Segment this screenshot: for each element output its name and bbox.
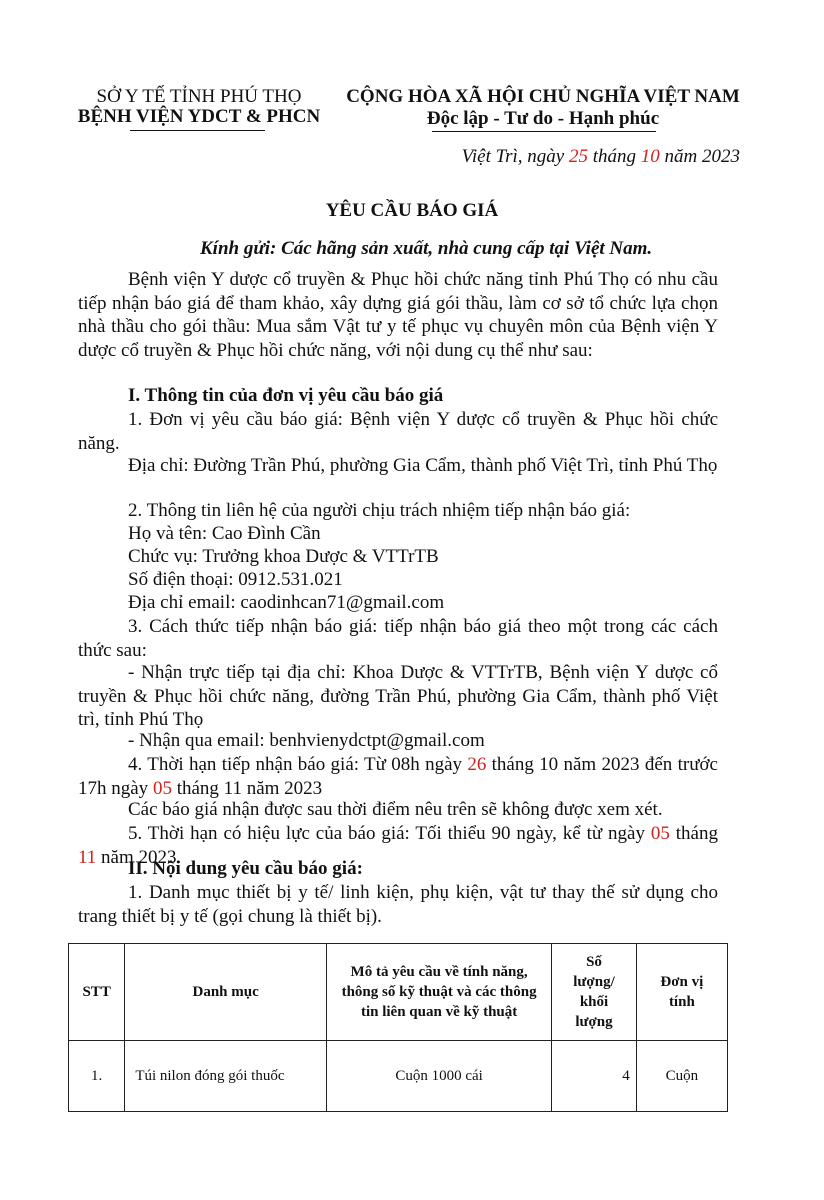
- col-header-stt: STT: [69, 944, 125, 1041]
- recipient-line: Kính gửi: Các hãng sản xuất, nhà cung cấp tại Việt Nam.: [200, 238, 653, 259]
- date-year: 2023: [702, 146, 740, 167]
- col-header-unit: Đơn vị tính: [636, 944, 727, 1041]
- contact-name: Họ và tên: Cao Đình Cần: [128, 523, 321, 544]
- section-2-item-1: 1. Danh mục thiết bị y tế/ linh kiện, phụ kiện, vật tư thay thế sử dụng cho trang thiết bị y tế (gọi chung là thiết bị).: [78, 882, 718, 927]
- item-4-text-a: 4. Thời hạn tiếp nhận báo giá: Từ 08h ngày: [128, 754, 468, 775]
- col-header-spec: Mô tả yêu cầu về tính năng, thông số kỹ thuật và các thông tin liên quan về kỹ thuật: [326, 944, 551, 1041]
- late-note: Các báo giá nhận được sau thời điểm nêu trên sẽ không được xem xét.: [128, 799, 663, 820]
- cell-name: Túi nilon đóng gói thuốc: [125, 1041, 327, 1112]
- nation-line-1: CỘNG HÒA XÃ HỘI CHỦ NGHĨA VIỆT NAM: [346, 86, 740, 107]
- date-day: 25: [568, 146, 588, 167]
- contact-phone: Số điện thoại: 0912.531.021: [128, 569, 343, 590]
- section-1-item-4: [78, 753, 718, 800]
- date-year-label: năm: [659, 146, 702, 167]
- item-5-month: 11: [78, 846, 97, 868]
- table-row: [69, 1041, 728, 1112]
- section-1-item-1: 1. Đơn vị yêu cầu báo giá: Bệnh viện Y dược cổ truyền & Phục hồi chức năng.: [78, 409, 718, 454]
- receive-method-1: - Nhận trực tiếp tại địa chỉ: Khoa Dược & VTTrTB, Bệnh viện Y dược cổ truyền & Phục hồi chức năng, đường Trần Phú, phường Gia Cẩm, thành phố Việt trì, tỉnh Phú Thọ: [78, 662, 718, 730]
- issuer-line-2: BỆNH VIỆN YDCT & PHCN: [77, 106, 321, 127]
- section-1-heading: I. Thông tin của đơn vị yêu cầu báo giá: [128, 385, 444, 406]
- col-header-qty: Số lượng/ khối lượng: [552, 944, 636, 1041]
- address-line: Địa chỉ: Đường Trần Phú, phường Gia Cẩm, thành phố Việt Trì, tỉnh Phú Thọ: [128, 455, 718, 476]
- section-2-heading: II. Nội dung yêu cầu báo giá:: [128, 858, 363, 879]
- issuer-underline: [130, 130, 265, 131]
- intro-paragraph: Bệnh viện Y dược cổ truyền & Phục hồi chức năng tỉnh Phú Thọ có nhu cầu tiếp nhận báo giá để tham khảo, xây dựng giá gói thầu, làm cơ sở tổ chức lựa chọn nhà thầu cho gói thầu: Mua sắm Vật tư y tế phục vụ chuyên môn của Bệnh viện Y dược cổ truyền & Phục hồi chức năng, với nội dung cụ thể như sau:: [78, 269, 718, 361]
- receive-method-2: - Nhận qua email: benhvienydctpt@gmail.com: [128, 730, 485, 751]
- item-5-text-a: 5. Thời hạn có hiệu lực của báo giá: Tối thiểu 90 ngày, kể từ ngày: [128, 823, 651, 844]
- section-1-item-2: 2. Thông tin liên hệ của người chịu trách nhiệm tiếp nhận báo giá:: [128, 500, 631, 521]
- page-title: YÊU CẦU BÁO GIÁ: [325, 200, 499, 221]
- item-5-day: 05: [650, 823, 670, 844]
- date-prefix: Việt Trì, ngày: [461, 146, 569, 167]
- equipment-table: [68, 943, 728, 1112]
- item-4-text-e: tháng 11 năm 2023: [171, 777, 323, 799]
- item-4-start-day: 26: [467, 754, 487, 775]
- cell-unit: Cuộn: [636, 1041, 727, 1112]
- section-1-item-3: 3. Cách thức tiếp nhận báo giá: tiếp nhận báo giá theo một trong các cách thức sau:: [78, 616, 718, 661]
- date-month: 10: [640, 146, 660, 167]
- nation-motto: Độc lập - Tư do - Hạnh phúc: [426, 108, 660, 129]
- item-5-text-e: năm 2023.: [96, 846, 182, 868]
- motto-underline: [432, 131, 656, 132]
- table-header-row: [69, 944, 728, 1041]
- cell-spec: Cuộn 1000 cái: [326, 1041, 551, 1112]
- col-header-name: Danh mục: [125, 944, 327, 1041]
- issuer-line-1: SỞ Y TẾ TỈNH PHÚ THỌ: [96, 86, 302, 107]
- cell-qty: 4: [552, 1041, 636, 1112]
- item-5-text-c: tháng: [669, 823, 718, 844]
- contact-position: Chức vụ: Trưởng khoa Dược & VTTrTB: [128, 546, 439, 567]
- cell-stt: 1.: [69, 1041, 125, 1112]
- item-4-text-c: tháng 10 năm 2023 đến trước 17h ngày: [78, 754, 718, 799]
- date-month-label: tháng: [587, 146, 641, 167]
- item-4-end-day: 05: [152, 777, 172, 799]
- document-date: [462, 146, 740, 168]
- contact-email: Địa chỉ email: caodinhcan71@gmail.com: [128, 592, 445, 613]
